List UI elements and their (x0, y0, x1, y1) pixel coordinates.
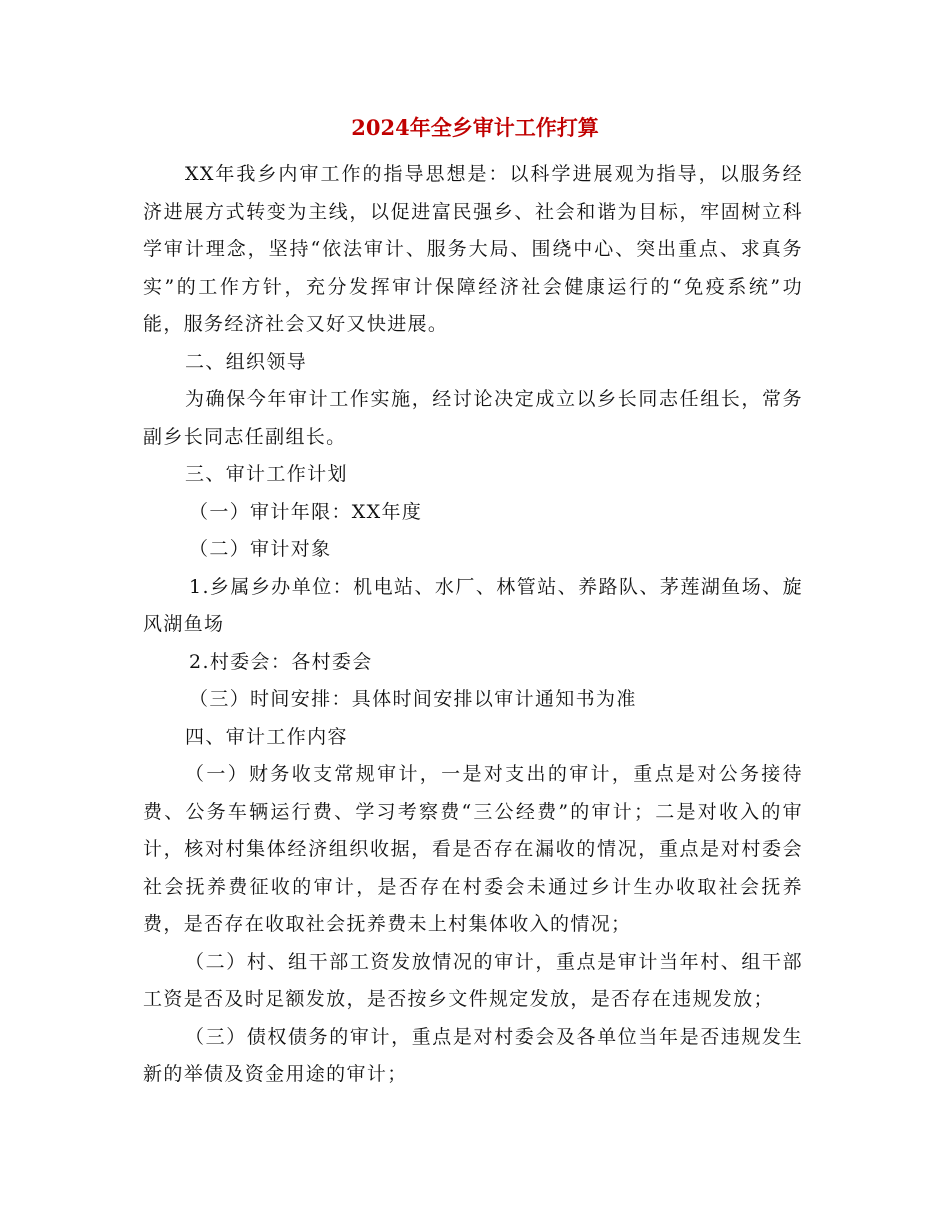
heading-audit-content: 四、审计工作内容 (185, 725, 348, 748)
heading-organization: 二、组织领导 (185, 350, 308, 373)
item-audit-period: （一）审计年限：XX年度 (189, 500, 423, 523)
paragraph-financial-audit: （一）财务收支常规审计，一是对支出的审计，重点是对公务接待费、公务车辆运行费、学习考察费“三公经费”的审计；二是对收入的审计，核对村集体经济组织收据，看是否存在漏收的情况，重点是对村委会社会抚养费征收的审计，是否存在村委会未通过乡计生办收取社会抚养费，是否存在收取社会抚养费未上村集体收入的情况； (143, 763, 803, 935)
item-township-units: 1.乡属乡办单位：机电站、水厂、林管站、养路队、茅莲湖鱼场、旋风湖鱼场 (143, 575, 803, 635)
item-village-committees: 2.村委会：各村委会 (189, 650, 373, 673)
paragraph-guiding-thought: XX年我乡内审工作的指导思想是：以科学进展观为指导，以服务经济进展方式转变为主线，以促进富民强乡、社会和谐为目标，牢固树立科学审计理念，坚持“依法审计、服务大局、围绕中心、突出重点、求真务实”的工作方针，充分发挥审计保障经济社会健康运行的“免疫系统”功能，服务经济社会又好又快进展。 (143, 163, 803, 335)
paragraph-salary-audit: （二）村、组干部工资发放情况的审计，重点是审计当年村、组干部工资是否及时足额发放，是否按乡文件规定发放，是否存在违规发放； (143, 950, 803, 1010)
paragraph-debt-audit: （三）债权债务的审计，重点是对村委会及各单位当年是否违规发生新的举债及资金用途的审计； (143, 1025, 803, 1085)
item-audit-targets: （二）审计对象 (189, 538, 332, 560)
paragraph-organization: 为确保今年审计工作实施，经讨论决定成立以乡长同志任组长，常务副乡长同志任副组长。 (143, 388, 803, 448)
item-schedule: （三）时间安排：具体时间安排以审计通知书为准 (189, 688, 637, 710)
heading-audit-plan: 三、审计工作计划 (185, 463, 348, 485)
document-title: 2024年全乡审计工作打算 (351, 115, 599, 140)
document-body (143, 156, 803, 1094)
